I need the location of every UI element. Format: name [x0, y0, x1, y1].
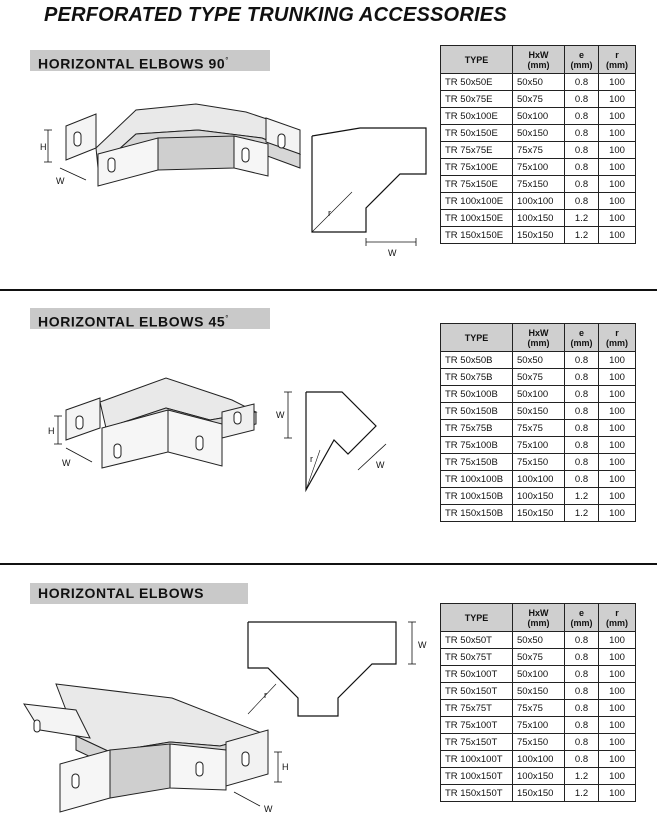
table-cell: 50x50: [513, 352, 565, 369]
column-header: [565, 324, 599, 352]
column-header: [513, 46, 565, 74]
table-row: [441, 666, 636, 683]
table-row: [441, 386, 636, 403]
table-cell: 50x100: [513, 108, 565, 125]
table-cell: 150x150: [513, 785, 565, 802]
table-cell: 100x150: [513, 210, 565, 227]
table-cell: 75x100: [513, 159, 565, 176]
table-cell: 100: [599, 91, 636, 108]
table-row: [441, 649, 636, 666]
table-header-row: [441, 324, 636, 352]
table-cell: 100: [599, 193, 636, 210]
table-cell: 50x150: [513, 125, 565, 142]
table-cell: 0.8: [565, 632, 599, 649]
table-cell: TR 50x75B: [441, 369, 513, 386]
table-cell: TR 75x100E: [441, 159, 513, 176]
table-cell: TR 100x150T: [441, 768, 513, 785]
table-cell: 100x100: [513, 751, 565, 768]
column-header-line1: e: [578, 327, 584, 338]
table-cell: 75x75: [513, 700, 565, 717]
table-cell: 0.8: [565, 717, 599, 734]
section-divider: [0, 289, 657, 291]
elbow-45-isometric-drawing: [36, 372, 276, 482]
column-header-line2: (mm): [527, 59, 550, 70]
table-row: [441, 176, 636, 193]
table-cell: 50x100: [513, 386, 565, 403]
table-cell: TR 75x75B: [441, 420, 513, 437]
table-cell: 0.8: [565, 386, 599, 403]
table-row: [441, 369, 636, 386]
table-cell: 0.8: [565, 74, 599, 91]
table-cell: 75x100: [513, 717, 565, 734]
column-header: [441, 324, 513, 352]
column-header-line1: TYPE: [464, 332, 489, 343]
table-cell: 75x150: [513, 454, 565, 471]
table-cell: 150x150: [513, 227, 565, 244]
table-cell: TR 50x150E: [441, 125, 513, 142]
table-cell: 1.2: [565, 768, 599, 785]
dimension-w-label: W: [418, 640, 427, 650]
section-divider: [0, 563, 657, 565]
table-cell: 100: [599, 700, 636, 717]
table-cell: 100: [599, 734, 636, 751]
table-cell: 0.8: [565, 649, 599, 666]
column-header-line2: (mm): [606, 337, 628, 348]
table-cell: TR 100x100E: [441, 193, 513, 210]
table-cell: TR 100x150E: [441, 210, 513, 227]
elbow-90-isometric-drawing: [38, 96, 308, 206]
dimension-h-label: H: [48, 426, 55, 436]
elbow-45-plan-drawing: [272, 386, 402, 496]
table-cell: TR 50x50T: [441, 632, 513, 649]
column-header: [565, 46, 599, 74]
table-cell: 75x75: [513, 142, 565, 159]
column-header-line2: (mm): [570, 617, 593, 628]
table-row: [441, 210, 636, 227]
spec-table-elbows-tee: [440, 603, 636, 802]
table-row: [441, 683, 636, 700]
table-cell: TR 100x100T: [441, 751, 513, 768]
table-cell: 50x75: [513, 369, 565, 386]
table-cell: 50x150: [513, 403, 565, 420]
table-cell: 100: [599, 420, 636, 437]
table-cell: 0.8: [565, 420, 599, 437]
table-cell: TR 50x100B: [441, 386, 513, 403]
dimension-w-label: W: [276, 410, 285, 420]
table-row: [441, 142, 636, 159]
table-cell: TR 75x150B: [441, 454, 513, 471]
table-cell: 1.2: [565, 785, 599, 802]
table-cell: 100x100: [513, 471, 565, 488]
table-cell: 100: [599, 176, 636, 193]
table-cell: 0.8: [565, 403, 599, 420]
table-cell: 100: [599, 227, 636, 244]
column-header-line2: (mm): [606, 617, 628, 628]
table-cell: 100: [599, 386, 636, 403]
degree-sign: °: [225, 314, 230, 323]
table-cell: 100x150: [513, 768, 565, 785]
column-header: [513, 324, 565, 352]
table-cell: 1.2: [565, 488, 599, 505]
table-cell: TR 50x100E: [441, 108, 513, 125]
table-cell: 0.8: [565, 352, 599, 369]
table-cell: TR 75x150T: [441, 734, 513, 751]
table-row: [441, 751, 636, 768]
degree-sign: °: [225, 56, 230, 65]
table-cell: 75x150: [513, 176, 565, 193]
table-row: [441, 403, 636, 420]
table-cell: 0.8: [565, 700, 599, 717]
column-header-line1: HxW: [528, 49, 549, 60]
column-header-line2: (mm): [527, 337, 550, 348]
table-cell: 100: [599, 108, 636, 125]
table-cell: 50x75: [513, 649, 565, 666]
table-cell: TR 150x150B: [441, 505, 513, 522]
table-cell: 0.8: [565, 751, 599, 768]
table-cell: 75x75: [513, 420, 565, 437]
table-cell: 0.8: [565, 666, 599, 683]
dimension-h-label: H: [40, 142, 47, 152]
table-row: [441, 352, 636, 369]
table-cell: 100: [599, 768, 636, 785]
table-cell: 100: [599, 74, 636, 91]
table-cell: 100: [599, 649, 636, 666]
table-row: [441, 700, 636, 717]
table-cell: 0.8: [565, 369, 599, 386]
radius-label: r: [310, 454, 313, 464]
column-header-line1: HxW: [528, 327, 549, 338]
table-cell: TR 100x100B: [441, 471, 513, 488]
section-label-elbows-45: [30, 308, 270, 329]
table-row: [441, 108, 636, 125]
table-cell: TR 75x75T: [441, 700, 513, 717]
table-cell: TR 75x100B: [441, 437, 513, 454]
table-header-row: [441, 46, 636, 74]
table-cell: 50x150: [513, 683, 565, 700]
elbow-90-plan-drawing: [300, 120, 430, 260]
dimension-h-label: H: [282, 762, 289, 772]
column-header-line1: r: [615, 49, 619, 60]
table-row: [441, 768, 636, 785]
table-cell: 1.2: [565, 227, 599, 244]
table-cell: TR 50x50E: [441, 74, 513, 91]
table-cell: 0.8: [565, 108, 599, 125]
table-row: [441, 420, 636, 437]
table-cell: 50x75: [513, 91, 565, 108]
table-cell: TR 150x150T: [441, 785, 513, 802]
column-header: [565, 604, 599, 632]
table-row: [441, 717, 636, 734]
column-header: [599, 604, 636, 632]
dimension-w-label: W: [388, 248, 397, 258]
table-cell: TR 150x150E: [441, 227, 513, 244]
table-cell: TR 50x150B: [441, 403, 513, 420]
table-row: [441, 74, 636, 91]
column-header-line2: (mm): [527, 617, 550, 628]
table-cell: TR 50x75T: [441, 649, 513, 666]
table-cell: 0.8: [565, 734, 599, 751]
table-cell: 100: [599, 488, 636, 505]
column-header-line1: e: [578, 607, 584, 618]
column-header-line1: e: [578, 49, 584, 60]
table-cell: 0.8: [565, 471, 599, 488]
section-label-elbows-90: [30, 50, 270, 71]
table-cell: 100: [599, 785, 636, 802]
table-row: [441, 488, 636, 505]
table-cell: TR 75x100T: [441, 717, 513, 734]
column-header-line1: TYPE: [464, 54, 489, 65]
column-header: [513, 604, 565, 632]
table-row: [441, 785, 636, 802]
column-header-line1: TYPE: [464, 612, 489, 623]
table-cell: 100: [599, 505, 636, 522]
table-cell: 100: [599, 369, 636, 386]
table-cell: 50x50: [513, 632, 565, 649]
column-header: [599, 46, 636, 74]
table-row: [441, 159, 636, 176]
table-cell: 100: [599, 751, 636, 768]
table-cell: 100: [599, 125, 636, 142]
table-row: [441, 437, 636, 454]
section-label-elbows-tee: [30, 583, 248, 604]
table-cell: 150x150: [513, 505, 565, 522]
table-row: [441, 471, 636, 488]
table-row: [441, 632, 636, 649]
table-cell: 100: [599, 159, 636, 176]
table-cell: TR 75x75E: [441, 142, 513, 159]
table-cell: 75x100: [513, 437, 565, 454]
table-cell: TR 50x100T: [441, 666, 513, 683]
table-cell: 50x100: [513, 666, 565, 683]
column-header-line1: r: [615, 327, 619, 338]
radius-label: r: [264, 690, 267, 700]
table-cell: 0.8: [565, 437, 599, 454]
table-row: [441, 454, 636, 471]
table-cell: 100x100: [513, 193, 565, 210]
table-cell: 100: [599, 632, 636, 649]
table-cell: 100: [599, 142, 636, 159]
table-row: [441, 227, 636, 244]
column-header-line2: (mm): [606, 59, 628, 70]
table-cell: 100: [599, 717, 636, 734]
table-cell: 100: [599, 403, 636, 420]
table-cell: 100: [599, 437, 636, 454]
table-cell: 100: [599, 352, 636, 369]
column-header-line1: r: [615, 607, 619, 618]
table-cell: TR 50x150T: [441, 683, 513, 700]
table-header-row: [441, 604, 636, 632]
spec-table-elbows-45: [440, 323, 636, 522]
table-cell: 0.8: [565, 125, 599, 142]
table-row: [441, 734, 636, 751]
column-header: [599, 324, 636, 352]
column-header-line2: (mm): [570, 59, 593, 70]
table-cell: 0.8: [565, 176, 599, 193]
table-cell: TR 50x75E: [441, 91, 513, 108]
dimension-w-label: W: [62, 458, 71, 468]
table-cell: 1.2: [565, 210, 599, 227]
table-cell: 0.8: [565, 142, 599, 159]
radius-label: r: [328, 208, 331, 218]
table-row: [441, 193, 636, 210]
dimension-w-label: W: [264, 804, 273, 814]
table-cell: 100: [599, 471, 636, 488]
table-cell: 100: [599, 683, 636, 700]
table-cell: 100: [599, 454, 636, 471]
column-header: [441, 46, 513, 74]
spec-table-elbows-90: [440, 45, 636, 244]
table-cell: 0.8: [565, 159, 599, 176]
column-header-line2: (mm): [570, 337, 593, 348]
table-cell: 100: [599, 666, 636, 683]
table-cell: 75x150: [513, 734, 565, 751]
section-label-text: HORIZONTAL ELBOWS 90: [38, 55, 226, 72]
table-cell: TR 75x150E: [441, 176, 513, 193]
section-label-text: HORIZONTAL ELBOWS: [38, 585, 205, 601]
section-label-text: HORIZONTAL ELBOWS 45: [38, 313, 226, 330]
table-cell: TR 50x50B: [441, 352, 513, 369]
table-cell: 0.8: [565, 454, 599, 471]
table-cell: 100x150: [513, 488, 565, 505]
page-title: PERFORATED TYPE TRUNKING ACCESSORIES: [44, 4, 507, 26]
table-row: [441, 505, 636, 522]
table-cell: TR 100x150B: [441, 488, 513, 505]
table-cell: 0.8: [565, 91, 599, 108]
dimension-w-label: W: [56, 176, 65, 186]
table-cell: 50x50: [513, 74, 565, 91]
column-header-line1: HxW: [528, 607, 549, 618]
table-row: [441, 125, 636, 142]
table-cell: 0.8: [565, 193, 599, 210]
table-row: [441, 91, 636, 108]
table-cell: 1.2: [565, 505, 599, 522]
column-header: [441, 604, 513, 632]
table-cell: 100: [599, 210, 636, 227]
table-cell: 0.8: [565, 683, 599, 700]
dimension-w-label: W: [376, 460, 385, 470]
elbow-tee-isometric-drawing: [20, 680, 300, 815]
